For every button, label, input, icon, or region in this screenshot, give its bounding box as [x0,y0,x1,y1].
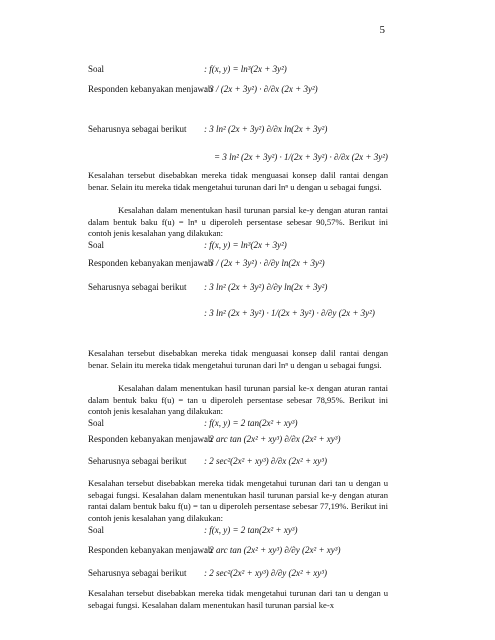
response-expression: : 2 arc tan (2x² + xy³) ∂/∂y (2x² + xy³) [204,545,341,555]
paragraph: Kesalahan tersebut disebabkan mereka tidak menguasai konsep dalil rantai dengan benar. Selain itu mereka tidak mengetahui turunan dari lnⁿ u dengan u sebagai fungsi. [88,170,388,192]
soal-expression: : f(x, y) = ln³(2x + 3y²) [204,240,287,250]
correct-label: Seharusnya sebagai berikut [88,124,187,134]
correct-expression: : 3 ln² (2x + 3y²) ∂/∂x ln(2x + 3y²) [204,124,328,134]
correct-expression: : 2 sec²(2x² + xy³) ∂/∂y (2x² + xy³) [204,568,327,578]
response-label: Responden kebanyakan menjawab [88,545,213,555]
soal-label: Soal [88,240,105,250]
soal-expression: : f(x, y) = 2 tan(2x² + xy³) [204,525,298,535]
correct-expression: : 3 ln² (2x + 3y²) ∂/∂y ln(2x + 3y²) [204,282,328,292]
response-expression: : 3 / (2x + 3y²) · ∂/∂y ln(2x + 3y²) [204,258,325,268]
response-label: Responden kebanyakan menjawab [88,434,213,444]
paragraph: Kesalahan tersebut disebabkan mereka tidak mengetahui turunan dari tan u dengan u sebagai fungsi. Kesalahan dalam menentukan hasil turunan parsial ke-y dengan aturan rantai dalam bentuk baku f(u) = tan u diperoleh persentase sebesar 77,19%. Berikut ini contoh jenis kesalahan yang dilakukan: [88,478,388,523]
response-expression: : 2 arc tan (2x² + xy³) ∂/∂x (2x² + xy³) [204,434,341,444]
soal-label: Soal [88,418,105,428]
soal-label: Soal [88,525,105,535]
response-label: Responden kebanyakan menjawab [88,84,213,94]
paragraph: Kesalahan tersebut disebabkan mereka tidak menguasai konsep dalil rantai dengan benar. Selain itu mereka tidak mengetahui turunan dari lnⁿ u dengan u sebagai fungsi. [88,348,388,370]
correct-expression-step2: : 3 ln² (2x + 3y²) · 1/(2x + 3y²) · ∂/∂y (2x + 3y²) [204,308,375,318]
correct-label: Seharusnya sebagai berikut [88,568,187,578]
paragraph: Kesalahan dalam menentukan hasil turunan parsial ke-y dengan aturan rantai dalam bentuk baku f(u) = lnⁿ u diperoleh persentase sebesar 90,57%. Berikut ini contoh jenis kesalahan yang dilakukan: [88,205,388,239]
response-expression: : 3 / (2x + 3y²) · ∂/∂x (2x + 3y²) [204,84,318,94]
correct-expression: : 2 sec²(2x² + xy³) ∂/∂x (2x² + xy³) [204,456,327,466]
soal-expression: : f(x, y) = ln³(2x + 3y²) [204,64,287,74]
soal-expression: : f(x, y) = 2 tan(2x² + xy³) [204,418,298,428]
correct-label: Seharusnya sebagai berikut [88,282,187,292]
page-number: 5 [379,24,385,36]
response-label: Responden kebanyakan menjawab [88,258,213,268]
correct-expression-step2: = 3 ln² (2x + 3y²) · 1/(2x + 3y²) · ∂/∂x (2x + 3y²) [214,152,388,162]
correct-label: Seharusnya sebagai berikut [88,456,187,466]
paragraph: Kesalahan tersebut disebabkan mereka tidak mengetahui turunan dari tan u dengan u sebagai fungsi. Kesalahan dalam menentukan hasil turunan parsial ke-x [88,588,388,610]
soal-label: Soal [88,64,105,74]
paragraph: Kesalahan dalam menentukan hasil turunan parsial ke-x dengan aturan rantai dalam bentuk baku f(u) = tan u diperoleh persentase sebesar 78,95%. Berikut ini contoh jenis kesalahan yang dilakukan: [88,383,388,417]
